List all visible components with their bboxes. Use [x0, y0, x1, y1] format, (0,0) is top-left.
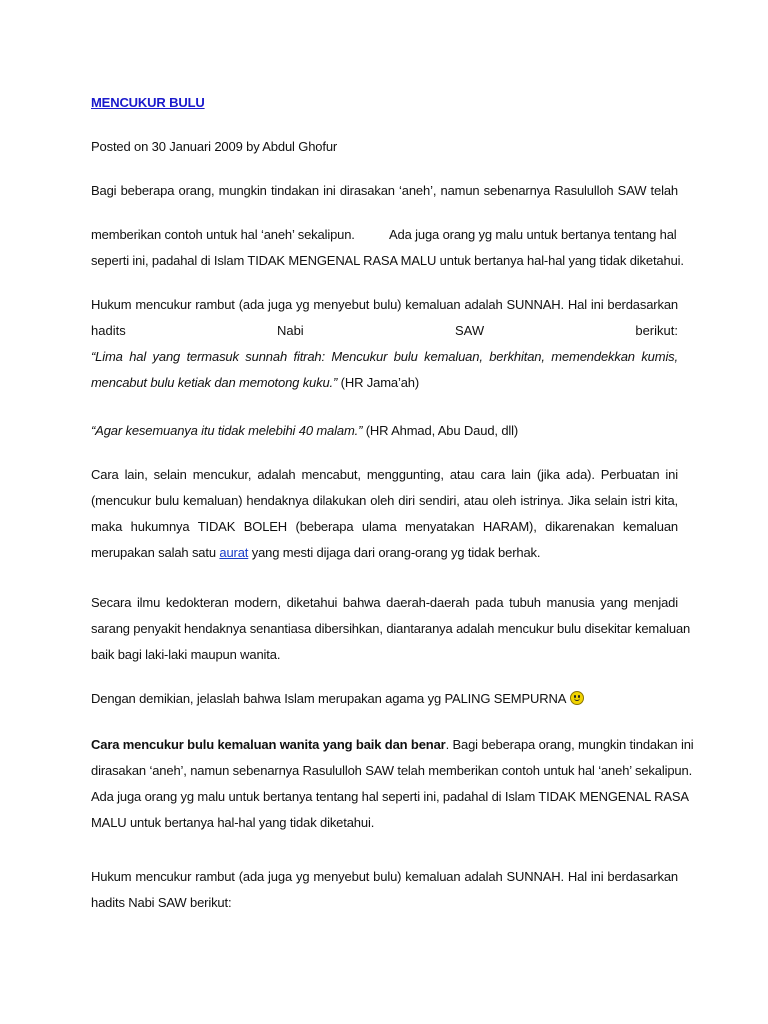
p4-line-3: maka hukumnya TIDAK BOLEH (beberapa ulama menyatakan HARAM), dikarenakan kemaluan	[91, 519, 678, 534]
p1-line-3: seperti ini, padahal di Islam TIDAK MENGENAL RASA MALU untuk bertanya hal-hal yang tidak diketahui.	[91, 253, 684, 268]
smiley-icon	[570, 691, 584, 705]
p2-word-2: Nabi	[276, 323, 304, 338]
p2-word-1: hadits	[91, 323, 126, 338]
p2-line-2	[91, 318, 678, 344]
p2-quote-line-1: “Lima hal yang termasuk sunnah fitrah: Mencukur bulu kemaluan, berkhitan, memendekkan kumis,	[91, 349, 678, 364]
p5-line-2: sarang penyakit hendaknya senantiasa dibersihkan, diantaranya adalah mencukur bulu disekitar kemaluan	[91, 621, 691, 636]
p4-line-4	[91, 540, 678, 566]
p2-line-1: Hukum mencukur rambut (ada juga yg menyebut bulu) kemaluan adalah SUNNAH. Hal ini berdasarkan	[91, 297, 678, 312]
p1-line-2b: Ada juga orang yg malu untuk bertanya tentang hal	[389, 227, 677, 242]
p3-line	[91, 418, 678, 444]
aurat-link[interactable]: aurat	[219, 545, 249, 560]
p7-line-1b: . Bagi beberapa orang, mungkin tindakan ini	[445, 737, 694, 752]
p7-heading: Cara mencukur bulu kemaluan wanita yang baik dan benar	[91, 737, 446, 752]
post-title-link[interactable]: MENCUKUR BULU	[91, 95, 205, 110]
title-line	[91, 90, 678, 116]
p5-line-3: baik bagi laki-laki maupun wanita.	[91, 647, 281, 662]
p2-word-3: SAW	[454, 323, 485, 338]
p8-line-1: Hukum mencukur rambut (ada juga yg menyebut bulu) kemaluan adalah SUNNAH. Hal ini berdasarkan	[91, 869, 678, 884]
p8-line-2: hadits Nabi SAW berikut:	[91, 895, 232, 910]
p2-quote-line-2	[91, 370, 678, 396]
p4-line-2: (mencukur bulu kemaluan) hendaknya dilakukan oleh diri sendiri, atau oleh istrinya. Jika selain istri kita,	[91, 493, 678, 508]
p1-line-2a: memberikan contoh untuk hal ‘aneh’ sekalipun.	[91, 227, 355, 242]
p7-line-4: MALU untuk bertanya hal-hal yang tidak diketahui.	[91, 815, 375, 830]
p4-line-4a: merupakan salah satu	[91, 545, 220, 560]
p4-line-4b: yang mesti dijaga dari orang-orang yg tidak berhak.	[248, 545, 541, 560]
p6-text: Dengan demikian, jelaslah bahwa Islam merupakan agama yg PALING SEMPURNA	[91, 691, 567, 706]
p3-quote: “Agar kesemuanya itu tidak melebihi 40 malam.”	[91, 423, 363, 438]
p1-line-1: Bagi beberapa orang, mungkin tindakan ini dirasakan ‘aneh’, namun sebenarnya Rasululloh SAW telah	[91, 183, 678, 198]
p3-source: (HR Ahmad, Abu Daud, dll)	[362, 423, 519, 438]
p5-line-1: Secara ilmu kedokteran modern, diketahui bahwa daerah-daerah pada tubuh manusia yang menjadi	[91, 595, 678, 610]
p7-line-3: Ada juga orang yg malu untuk bertanya tentang hal seperti ini, padahal di Islam TIDAK MENGENAL RASA	[91, 789, 689, 804]
p7-line-1	[91, 732, 694, 758]
p7-line-2: dirasakan ‘aneh’, namun sebenarnya Rasululloh SAW telah memberikan contoh untuk hal ‘aneh’ sekalipun.	[91, 763, 693, 778]
p2-word-4: berikut:	[635, 323, 678, 338]
p4-line-1: Cara lain, selain mencukur, adalah mencabut, menggunting, atau cara lain (jika ada). Perbuatan ini	[91, 467, 678, 482]
post-meta: Posted on 30 Januari 2009 by Abdul Ghofur	[91, 139, 338, 154]
p2-source: (HR Jama’ah)	[337, 375, 420, 390]
p6-line	[91, 686, 678, 712]
p2-quote-end: mencabut bulu ketiak dan memotong kuku.”	[91, 375, 338, 390]
p1-line-2	[91, 222, 678, 248]
